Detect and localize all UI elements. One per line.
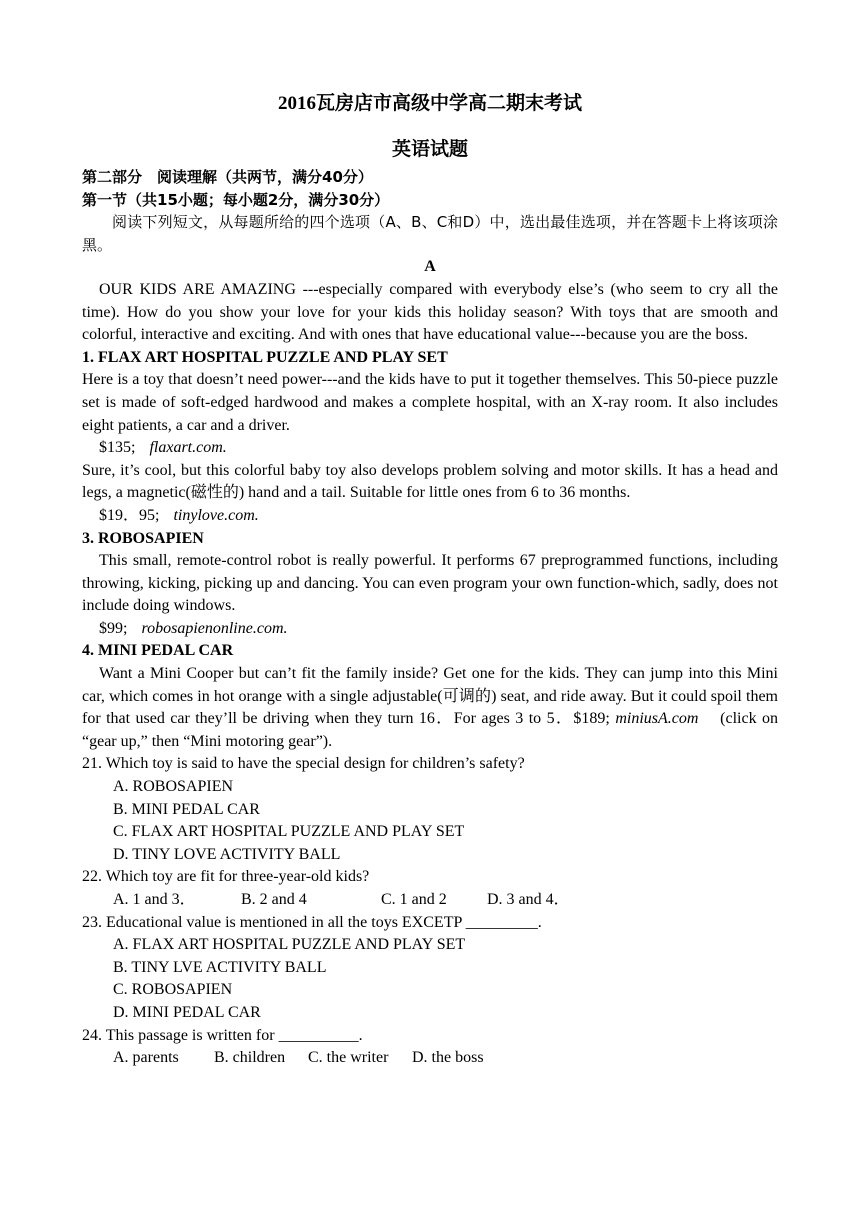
exam-content <box>82 90 778 1070</box>
question-24-options <box>82 1047 778 1070</box>
question-23-option-a[interactable]: A. FLAX ART HOSPITAL PUZZLE AND PLAY SET <box>113 936 466 954</box>
question-23-option-c[interactable]: C. ROBOSAPIEN <box>113 981 233 999</box>
item3-heading: 3. ROBOSAPIEN <box>82 529 204 547</box>
question-24-option-a[interactable]: A. parents <box>113 1049 179 1067</box>
item2-site: tinylove.com. <box>173 506 259 524</box>
item3-site: robosapienonline.com. <box>141 619 288 637</box>
question-23-stem: 23. Educational value is mentioned in all the toys EXCETP _________. <box>82 913 542 931</box>
item1-heading: 1. FLAX ART HOSPITAL PUZZLE AND PLAY SET <box>82 348 448 366</box>
section-instruction: 阅读下列短文，从每题所给的四个选项（A、B、C和D）中，选出最佳选项，并在答题卡上将该项涂黑。 <box>82 213 778 254</box>
item4-note: (click on “gear up,” then “Mini motoring gear”). <box>82 710 779 750</box>
item1-price-line <box>82 437 778 460</box>
question-22-option-d[interactable]: D. 3 and 4． <box>487 891 570 908</box>
question-21-stem: 21. Which toy is said to have the special design for children’s safety? <box>82 755 525 773</box>
item2-body: Sure, it’s cool, but this colorful baby toy also develops problem solving and motor skills. It has a head and legs, a magnetic(磁性的) hand and a tail. Suitable for little ones from 6 to 36 months. <box>82 461 778 502</box>
item1-site: flaxart.com. <box>149 439 227 457</box>
item4-site: miniusA.com <box>615 710 699 728</box>
section-part-heading: 第二部分 阅读理解（共两节，满分40分） <box>82 168 373 186</box>
item2-price: $19．95; <box>99 506 160 524</box>
passage-intro: OUR KIDS ARE AMAZING ---especially compared with everybody else’s (who seem to cry all the time). How do you show your love for your kids this holiday season? With toys that are smooth and colorful, interactive and exciting. And with ones that have educational value---because you are the boss. <box>82 280 778 344</box>
question-21-option-d[interactable]: D. TINY LOVE ACTIVITY BALL <box>113 845 341 863</box>
page-title: 2016瓦房店市高级中学高二期末考试 <box>277 93 582 114</box>
question-23-option-b[interactable]: B. TINY LVE ACTIVITY BALL <box>113 958 327 976</box>
item4-body <box>82 663 778 753</box>
page-subtitle: 英语试题 <box>391 139 468 160</box>
passage-label: A <box>424 258 436 276</box>
question-24-option-d[interactable]: D. the boss <box>412 1049 484 1067</box>
question-21-option-a[interactable]: A. ROBOSAPIEN <box>113 778 234 796</box>
item2-price-line <box>82 505 778 528</box>
question-22-stem: 22. Which toy are fit for three-year-old kids? <box>82 868 370 886</box>
section-sub-heading: 第一节（共15小题；每小题2分，满分30分） <box>82 190 390 209</box>
question-21-option-c[interactable]: C. FLAX ART HOSPITAL PUZZLE AND PLAY SET <box>113 823 465 841</box>
item4-body-text: Want a Mini Cooper but can’t fit the family inside? Get one for the kids. They can jump into this Mini car, which comes in hot orange with a single adjustable(可调的) seat, and ride away. But it could spoil them for that used car they’ll be driving when they turn 16．For ages 3 to 5．$189; <box>82 665 778 728</box>
question-22-option-c[interactable]: C. 1 and 2 <box>381 891 447 908</box>
question-22-option-b[interactable]: B. 2 and 4 <box>241 891 307 908</box>
question-23-option-d[interactable]: D. MINI PEDAL CAR <box>113 1003 261 1021</box>
question-21-option-b[interactable]: B. MINI PEDAL CAR <box>113 800 260 818</box>
item1-body: Here is a toy that doesn’t need power---and the kids have to put it together themselves. This 50-piece puzzle set is made of soft-edged hardwood and makes a complete hospital, with an X-ray room. It also includes eight patients, a car and a driver. <box>82 371 778 434</box>
item1-price: $135; <box>99 439 136 457</box>
item4-heading: 4. MINI PEDAL CAR <box>82 642 234 660</box>
question-24-option-c[interactable]: C. the writer <box>308 1049 389 1067</box>
question-24-option-b[interactable]: B. children <box>214 1049 286 1067</box>
item3-price: $99; <box>99 619 128 637</box>
question-22-option-a[interactable]: A. 1 and 3． <box>113 891 196 908</box>
question-22-options <box>82 889 778 912</box>
item3-body: This small, remote-control robot is really powerful. It performs 67 preprogrammed functions, including throwing, kicking, picking up and dancing. You can even program your own function-which, sadly, does not include doing windows. <box>82 552 778 615</box>
item3-price-line <box>82 618 778 641</box>
question-24-stem: 24. This passage is written for __________. <box>82 1026 363 1044</box>
